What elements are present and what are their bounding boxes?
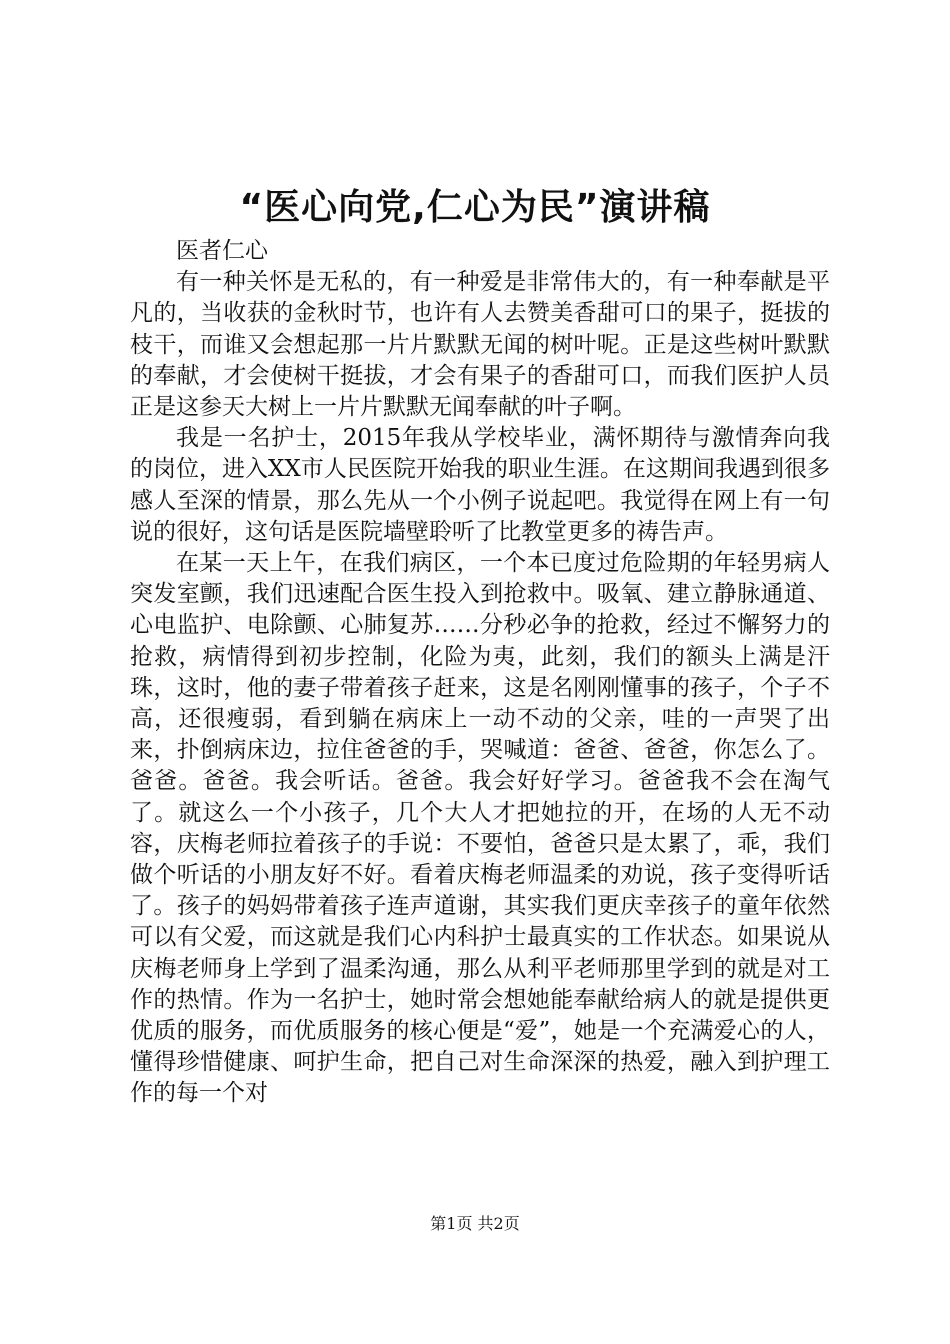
document-title: “医心向党,仁心为民”演讲稿 (239, 187, 711, 228)
page-number-footer: 第1页 共2页 (430, 1214, 520, 1233)
paragraph: 有一种关怀是无私的，有一种爱是非常伟大的，有一种奉献是平凡的，当收获的金秋时节，也许有人去赞美香甜可口的果子，挺拔的枝干，而谁又会想起那一片片默默无闻的树叶呢。正是这些树叶默默的奉献，才会使树干挺拔，才会有果子的香甜可口，而我们医护人员正是这参天大树上一片片默默无闻奉献的叶子啊。 (130, 269, 830, 421)
document-body (130, 236, 830, 1110)
paragraph: 我是一名护士，2015年我从学校毕业，满怀期待与激情奔向我的岗位，进入XX市人民医院开始我的职业生涯。在这期间我遇到很多感人至深的情景，那么先从一个小例子说起吧。我觉得在网上有一句说的很好，这句话是医院墙壁聆听了比教堂更多的祷告声。 (130, 425, 830, 545)
paragraph-subtitle: 医者仁心 (176, 238, 268, 264)
paragraph: 在某一天上午，在我们病区，一个本已度过危险期的年轻男病人突发室颤，我们迅速配合医生投入到抢救中。吸氧、建立静脉通道、心电监护、电除颤、心肺复苏……分秒必争的抢救，经过不懈努力的抢救，病情得到初步控制，化险为夷，此刻，我们的额头上满是汗珠，这时，他的妻子带着孩子赶来，这是名刚刚懂事的孩子，个子不高，还很瘦弱，看到躺在病床上一动不动的父亲，哇的一声哭了出来，扑倒病床边，拉住爸爸的手，哭喊道：爸爸、爸爸，你怎么了。爸爸。爸爸。我会听话。爸爸。我会好好学习。爸爸我不会在淘气了。就这么一个小孩子，几个大人才把她拉的开，在场的人无不动容，庆梅老师拉着孩子的手说：不要怕，爸爸只是太累了，乖，我们做个听话的小朋友好不好。看着庆梅老师温柔的劝说，孩子变得听话了。孩子的妈妈带着孩子连声道谢，其实我们更庆幸孩子的童年依然可以有父爱，而这就是我们心内科护士最真实的工作状态。如果说从庆梅老师身上学到了温柔沟通，那么从利平老师那里学到的就是对工作的热情。作为一名护士，她时常会想她能奉献给病人的就是提供更优质的服务，而优质服务的核心便是“爱”，她是一个充满爱心的人，懂得珍惜健康、呵护生命，把自己对生命深深的热爱，融入到护理工作的每一个对 (130, 550, 830, 1107)
